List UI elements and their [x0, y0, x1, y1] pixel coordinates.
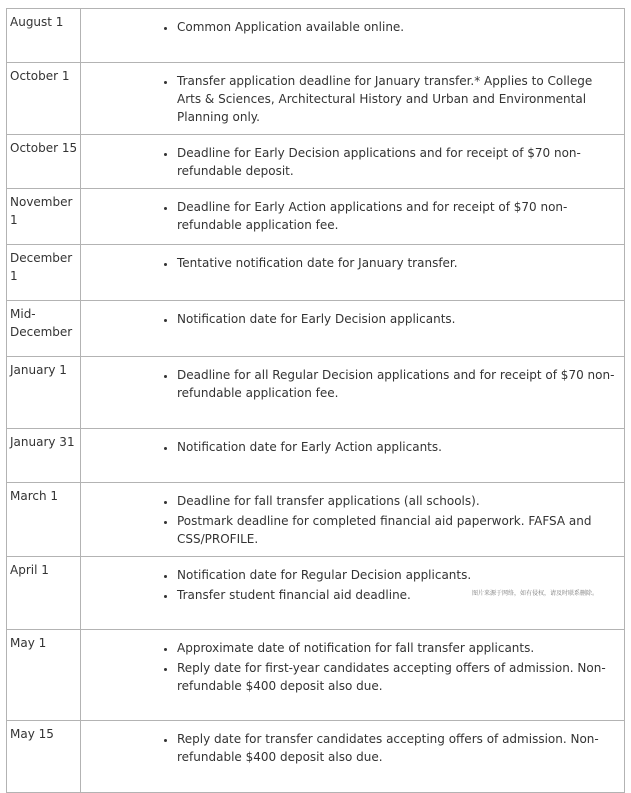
table-row: [7, 245, 625, 301]
admissions-calendar-table: [6, 8, 625, 793]
list-item: • Deadline for all Regular Decision applications and for receipt of $70 non-refundable application fee.: [177, 366, 616, 402]
events-cell: [81, 301, 625, 357]
events-cell: [81, 357, 625, 429]
event-list: [97, 198, 616, 234]
date-label: August 1: [10, 15, 64, 29]
date-label: Mid-December: [10, 307, 73, 339]
event-list: [97, 566, 616, 604]
date-cell: [7, 429, 81, 483]
list-item: • Reply date for transfer candidates accepting offers of admission. Non-refundable $400 deposit also due.: [177, 730, 616, 766]
event-list: [97, 72, 616, 126]
event-list: [97, 366, 616, 402]
events-cell: [81, 630, 625, 721]
watermark-text: 图片来源于网络，如有侵权，请及时联系删除。: [472, 590, 599, 597]
list-item: • Notification date for Early Decision applicants.: [177, 310, 616, 328]
table-row: [7, 301, 625, 357]
table-row: [7, 483, 625, 557]
date-label: December 1: [10, 251, 73, 283]
date-label: January 1: [10, 363, 67, 377]
list-item: • Deadline for fall transfer applications (all schools).: [177, 492, 616, 510]
date-label: May 15: [10, 727, 54, 741]
table-row: [7, 9, 625, 63]
event-list: [97, 492, 616, 548]
date-cell: [7, 557, 81, 630]
date-cell: [7, 245, 81, 301]
table-row: [7, 630, 625, 721]
date-cell: [7, 189, 81, 245]
date-cell: [7, 357, 81, 429]
list-item: • Notification date for Early Action applicants.: [177, 438, 616, 456]
list-item: • Deadline for Early Decision applications and for receipt of $70 non-refundable deposit.: [177, 144, 616, 180]
table-row: [7, 189, 625, 245]
table-row: [7, 721, 625, 793]
list-item: • Tentative notification date for January transfer.: [177, 254, 616, 272]
date-cell: [7, 301, 81, 357]
events-cell: [81, 721, 625, 793]
event-list: [97, 438, 616, 456]
event-list: [97, 310, 616, 328]
events-cell: [81, 63, 625, 135]
date-label: October 1: [10, 69, 70, 83]
event-list: [97, 639, 616, 695]
date-label: November 1: [10, 195, 73, 227]
date-cell: [7, 721, 81, 793]
event-list: [97, 18, 616, 36]
list-item: • Approximate date of notification for fall transfer applicants.: [177, 639, 616, 657]
list-item: • Postmark deadline for completed financial aid paperwork. FAFSA and CSS/PROFILE.: [177, 512, 616, 548]
table-row: [7, 429, 625, 483]
date-cell: [7, 630, 81, 721]
date-cell: [7, 483, 81, 557]
event-list: [97, 254, 616, 272]
events-cell: [81, 9, 625, 63]
date-cell: [7, 135, 81, 189]
event-list: [97, 730, 616, 766]
events-cell: [81, 245, 625, 301]
events-cell: [81, 135, 625, 189]
table-row: [7, 63, 625, 135]
list-item: • Transfer student financial aid deadline.: [177, 586, 616, 604]
date-label: March 1: [10, 489, 59, 503]
date-cell: [7, 63, 81, 135]
date-label: January 31: [10, 435, 75, 449]
list-item: • Transfer application deadline for January transfer.* Applies to College Arts & Sciences, Architectural History and Urban and Environmental Planning only.: [177, 72, 616, 126]
events-cell: [81, 189, 625, 245]
date-label: April 1: [10, 563, 49, 577]
events-cell: [81, 429, 625, 483]
date-label: May 1: [10, 636, 47, 650]
list-item: • Common Application available online.: [177, 18, 616, 36]
list-item: • Deadline for Early Action applications and for receipt of $70 non-refundable application fee.: [177, 198, 616, 234]
list-item: • Reply date for first-year candidates accepting offers of admission. Non-refundable $400 deposit also due.: [177, 659, 616, 695]
table-row: [7, 135, 625, 189]
event-list: [97, 144, 616, 180]
date-label: October 15: [10, 141, 78, 155]
table-row: [7, 357, 625, 429]
date-cell: [7, 9, 81, 63]
list-item: • Notification date for Regular Decision applicants.: [177, 566, 616, 584]
events-cell: [81, 483, 625, 557]
